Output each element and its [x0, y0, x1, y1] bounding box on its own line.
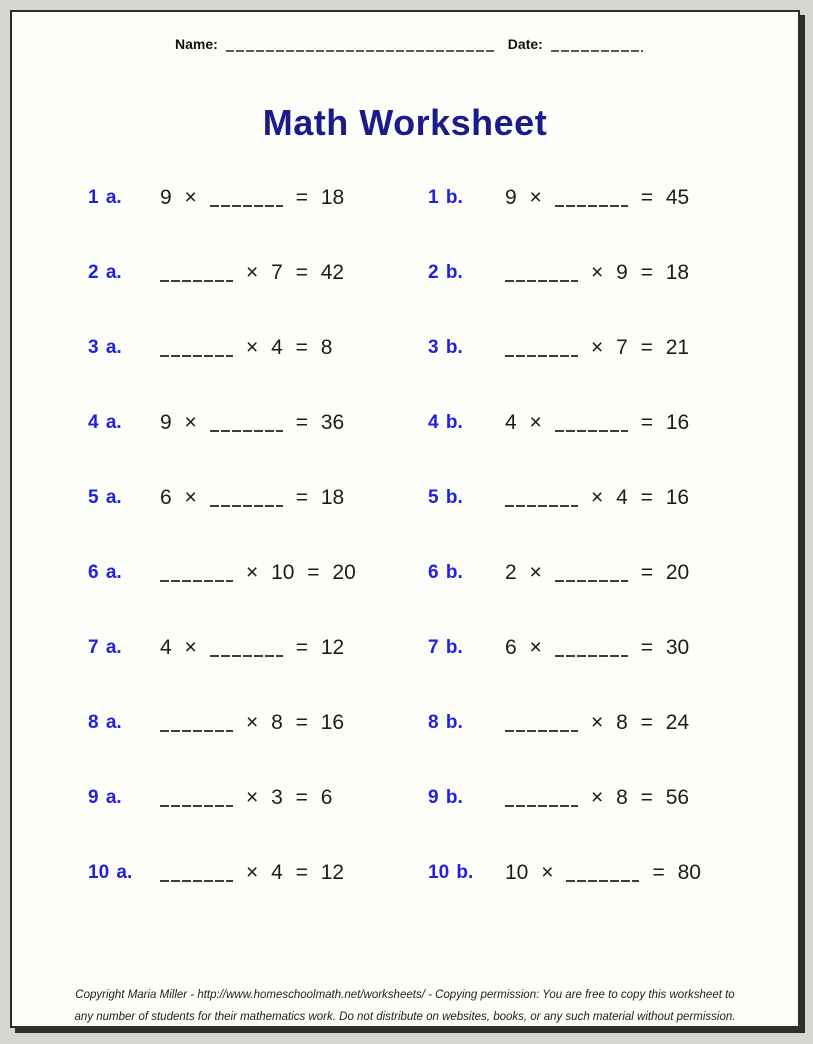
problem-label: 5 b.	[428, 486, 463, 508]
result-text: = 18	[295, 485, 345, 509]
answer-blank	[566, 866, 639, 882]
problem-expression	[160, 711, 428, 735]
result-text: × 8 = 56	[591, 785, 690, 809]
result-text: × 3 = 6	[246, 785, 333, 809]
factor-text: 9 ×	[160, 185, 197, 209]
result-text: = 12	[295, 635, 345, 659]
result-text: × 8 = 16	[246, 710, 345, 734]
date-write-line	[551, 38, 643, 52]
result-text: × 4 = 16	[591, 485, 690, 509]
result-text: = 16	[640, 410, 690, 434]
result-text: × 7 = 42	[246, 260, 345, 284]
problem-row	[88, 535, 798, 610]
problem-label: 3 a.	[88, 336, 122, 358]
copyright-notice: Copyright Maria Miller - http://www.homeschoolmath.net/worksheets/ - Copying permission: You are free to copy this worksheet to any number of students for their mathematics work. Do not distribute on websites, books, or any such material without permission.	[74, 989, 736, 1023]
result-text: × 9 = 18	[591, 260, 690, 284]
problem-expression	[505, 411, 798, 435]
answer-blank	[160, 866, 233, 882]
problem-expression	[160, 186, 428, 210]
problem-label: 7 a.	[88, 636, 122, 658]
problem-label: 9 b.	[428, 786, 463, 808]
problems-grid	[12, 160, 798, 910]
answer-blank	[505, 716, 578, 732]
result-text: = 36	[295, 410, 345, 434]
worksheet-page	[10, 10, 800, 1028]
answer-blank	[555, 566, 628, 582]
answer-blank	[505, 266, 578, 282]
problem-expression	[160, 261, 428, 285]
problem-row	[88, 610, 798, 685]
problem-row	[88, 760, 798, 835]
answer-blank	[160, 791, 233, 807]
problem-label: 7 b.	[428, 636, 463, 658]
problem-label: 8 b.	[428, 711, 463, 733]
problem-row	[88, 310, 798, 385]
problem-label: 10 a.	[88, 861, 133, 883]
problem-label: 4 b.	[428, 411, 463, 433]
problem-label: 9 a.	[88, 786, 122, 808]
answer-blank	[210, 491, 283, 507]
problem-label: 10 b.	[428, 861, 474, 883]
result-text: = 45	[640, 185, 690, 209]
problem-row	[88, 160, 798, 235]
problem-expression	[505, 861, 798, 885]
answer-blank	[505, 341, 578, 357]
problem-expression	[505, 336, 798, 360]
problem-expression	[160, 336, 428, 360]
problem-label: 2 b.	[428, 261, 463, 283]
factor-text: 4 ×	[505, 410, 542, 434]
problem-expression	[160, 486, 428, 510]
problem-label: 2 a.	[88, 261, 122, 283]
result-text: × 4 = 12	[246, 860, 345, 884]
answer-blank	[160, 716, 233, 732]
problem-label: 6 b.	[428, 561, 463, 583]
answer-blank	[160, 341, 233, 357]
result-text: = 30	[640, 635, 690, 659]
problem-expression	[505, 561, 798, 585]
factor-text: 10 ×	[505, 860, 554, 884]
problem-expression	[505, 261, 798, 285]
problem-label: 5 a.	[88, 486, 122, 508]
answer-blank	[505, 791, 578, 807]
result-text: = 80	[652, 860, 701, 884]
date-label: Date:	[507, 36, 543, 52]
factor-text: 6 ×	[160, 485, 197, 509]
header	[175, 36, 643, 52]
problem-label: 8 a.	[88, 711, 122, 733]
problem-label: 1 b.	[428, 186, 463, 208]
problem-expression	[505, 711, 798, 735]
result-text: × 10 = 20	[246, 560, 356, 584]
problem-row	[88, 835, 798, 910]
answer-blank	[210, 416, 283, 432]
factor-text: 9 ×	[505, 185, 542, 209]
problem-expression	[505, 186, 798, 210]
problem-label: 3 b.	[428, 336, 463, 358]
problem-label: 4 a.	[88, 411, 122, 433]
problem-row	[88, 235, 798, 310]
problem-expression	[160, 561, 428, 585]
problem-row	[88, 685, 798, 760]
result-text: × 4 = 8	[246, 335, 333, 359]
factor-text: 9 ×	[160, 410, 197, 434]
problem-expression	[160, 411, 428, 435]
answer-blank	[555, 641, 628, 657]
problem-expression	[160, 786, 428, 810]
problem-expression	[505, 486, 798, 510]
problem-expression	[160, 861, 428, 885]
problem-expression	[505, 636, 798, 660]
answer-blank	[160, 266, 233, 282]
factor-text: 2 ×	[505, 560, 542, 584]
answer-blank	[505, 491, 578, 507]
name-write-line	[226, 38, 494, 52]
result-text: = 20	[640, 560, 690, 584]
answer-blank	[160, 566, 233, 582]
page-title: Math Worksheet	[262, 102, 548, 143]
answer-blank	[555, 191, 628, 207]
problem-row	[88, 385, 798, 460]
factor-text: 6 ×	[505, 635, 542, 659]
problem-expression	[505, 786, 798, 810]
problem-label: 1 a.	[88, 186, 122, 208]
problem-label: 6 a.	[88, 561, 122, 583]
factor-text: 4 ×	[160, 635, 197, 659]
result-text: × 7 = 21	[591, 335, 690, 359]
answer-blank	[210, 641, 283, 657]
problem-expression	[160, 636, 428, 660]
problem-row	[88, 460, 798, 535]
answer-blank	[210, 191, 283, 207]
answer-blank	[555, 416, 628, 432]
result-text: × 8 = 24	[591, 710, 690, 734]
result-text: = 18	[295, 185, 345, 209]
name-label: Name:	[175, 36, 218, 52]
